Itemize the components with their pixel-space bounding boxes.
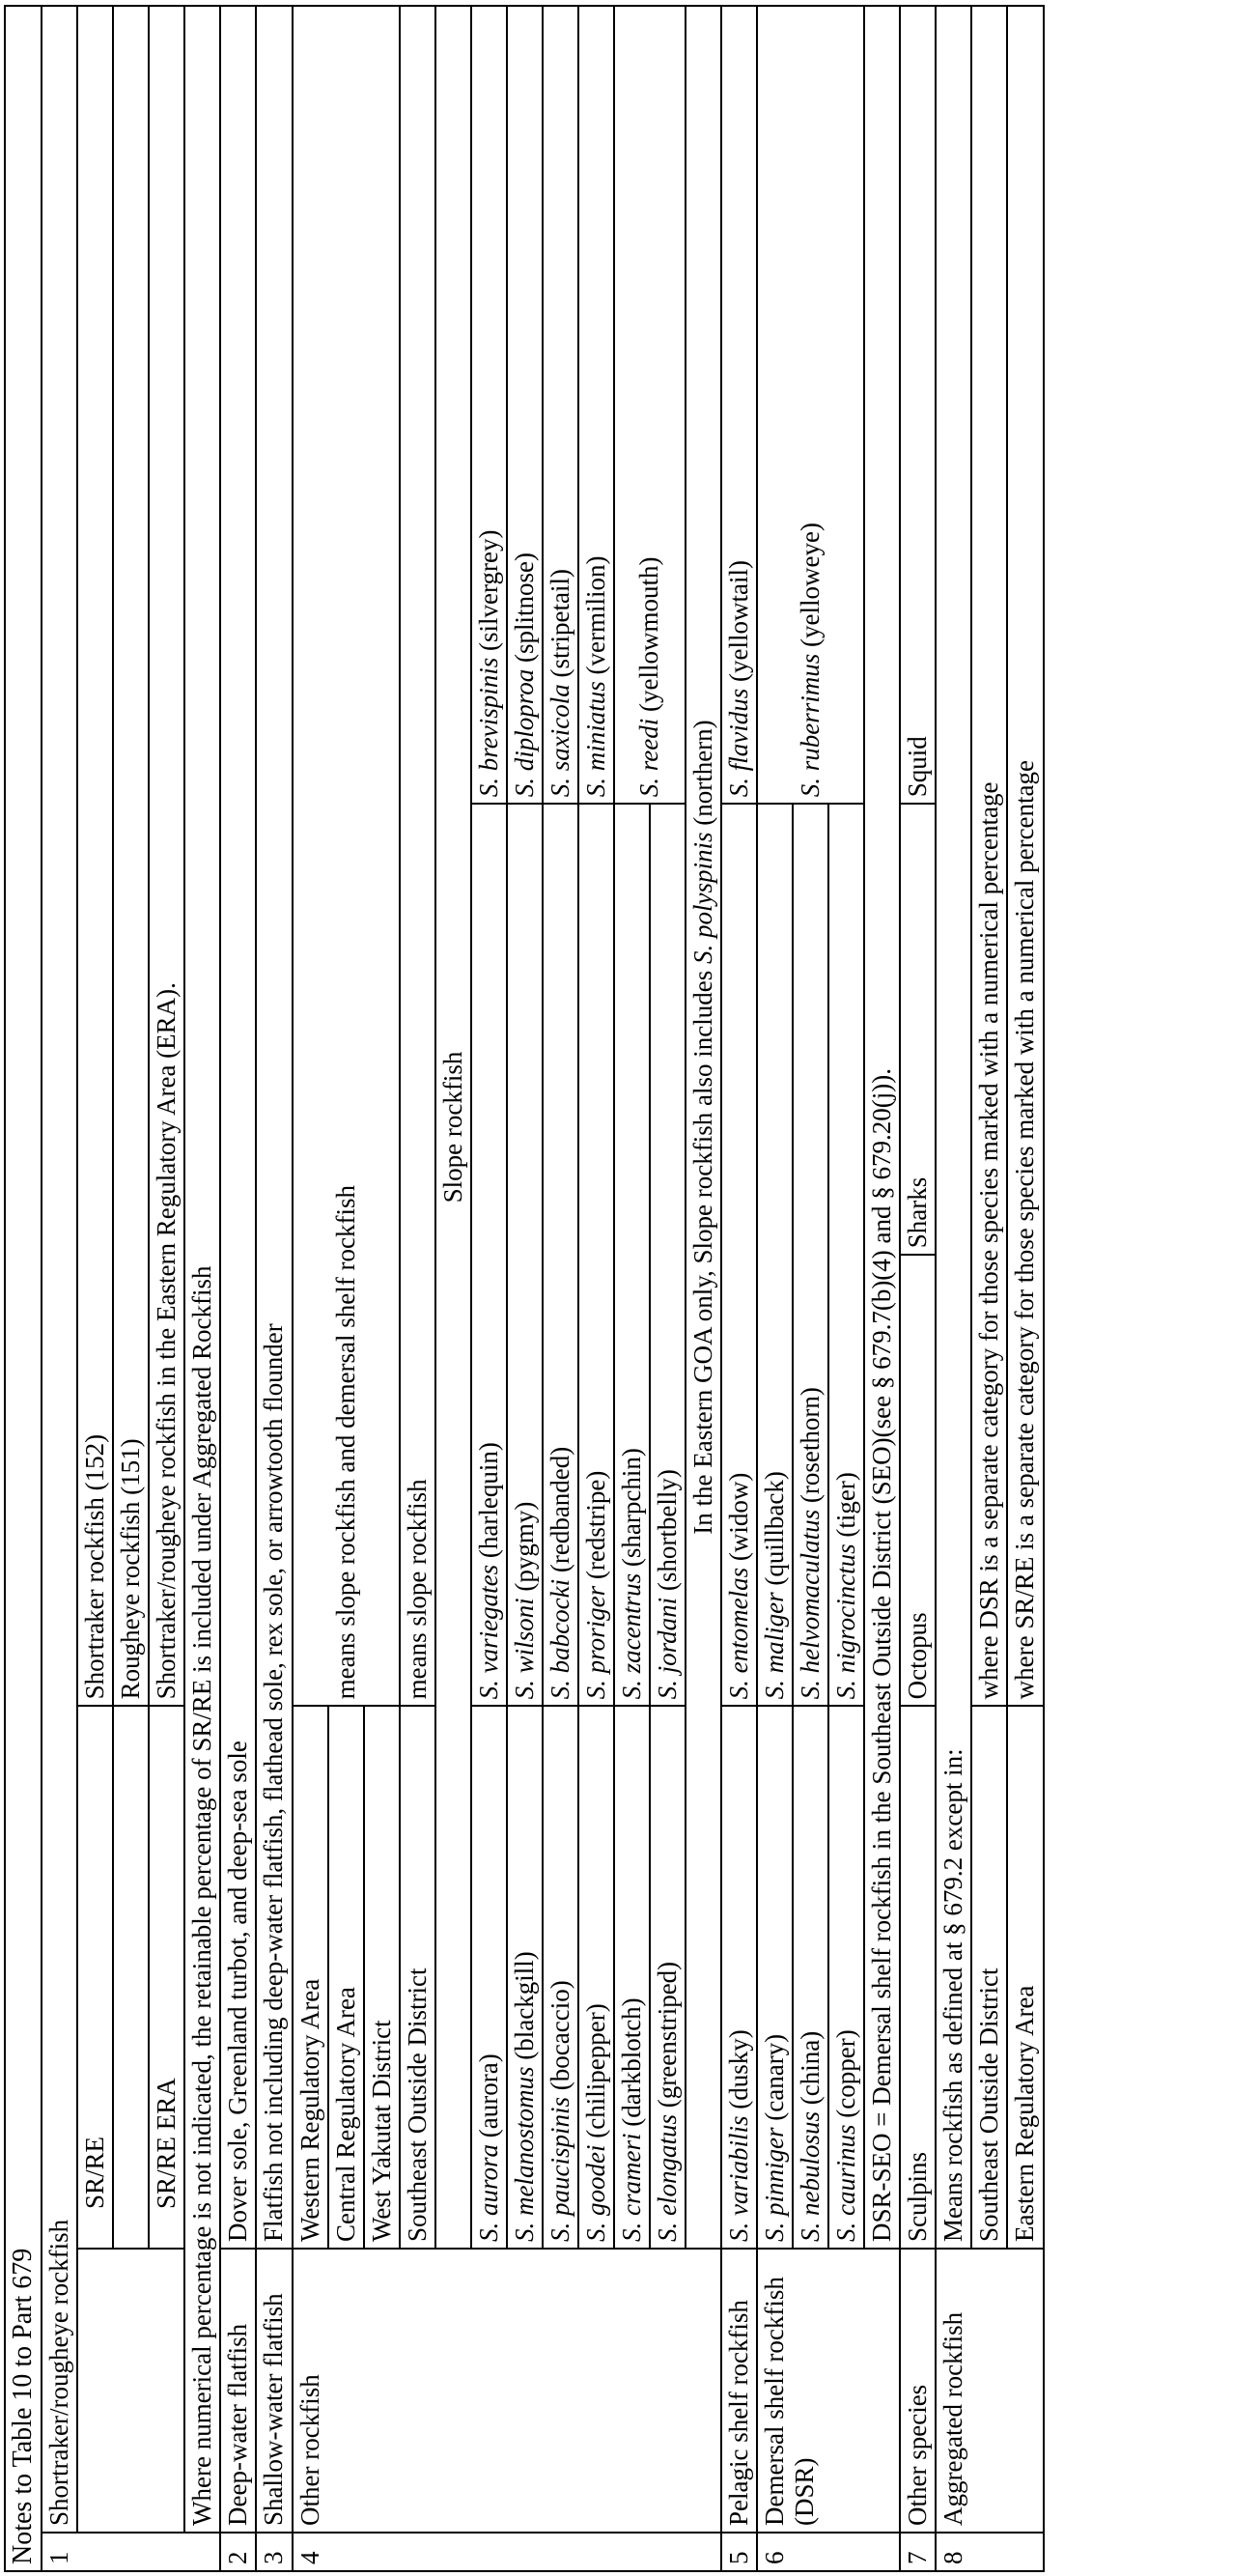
- species-cell: S. entomelas (widow): [721, 804, 757, 1706]
- exception-text: where DSR is a separate category for those species marked with a numerical percentage: [971, 6, 1007, 1706]
- area-name: Southeast Outside District: [400, 1706, 435, 2249]
- species-cell: S. babcocki (redbanded): [543, 804, 578, 1706]
- species-cell: S. maliger (quillback): [757, 804, 793, 1706]
- notes-table: [4, 5, 1045, 2572]
- exception-area: Southeast Outside District: [971, 1706, 1007, 2249]
- code-cell: SR/RE: [77, 1706, 113, 2249]
- note-footer: Where numerical percentage is not indicated, the retainable percentage of SR/RE is included under Aggregated Rockfish: [184, 6, 220, 2533]
- species-cell: Shortraker/rougheye rockfish in the Eastern Regulatory Area (ERA).: [149, 6, 184, 1706]
- species-cell: Rougheye rockfish (151): [113, 6, 149, 1706]
- species-cell: S. crameri (darkblotch): [614, 1706, 650, 2249]
- note-number: 6: [757, 2533, 900, 2571]
- species-cell: S. variegates (harlequin): [471, 804, 507, 1706]
- dsr-seo-definition: DSR-SEO = Demersal shelf rockfish in the Southeast Outside District (SEO)(see § 679.7(b)(4) and § 679.20(j)).: [864, 6, 900, 2249]
- note-category: Shortraker/rougheye rockfish: [42, 6, 77, 2533]
- species-cell: S. goodei (chilipepper): [578, 1706, 614, 2249]
- note-category: Pelagic shelf rockfish: [721, 2249, 757, 2533]
- page-title: Notes to Table 10 to Part 679: [5, 6, 42, 2571]
- species-cell: S. zacentrus (sharpchin): [614, 804, 650, 1706]
- area-meaning: means slope rockfish and demersal shelf rockfish: [293, 6, 400, 1706]
- species-cell: S. jordani (shortbelly): [650, 804, 686, 1706]
- exception-area: Eastern Regulatory Area: [1007, 1706, 1043, 2249]
- indent-cell: [77, 2249, 184, 2533]
- slope-rockfish-heading: Slope rockfish: [435, 6, 471, 2249]
- species-cell: [900, 804, 936, 1706]
- species-cell: Squid: [900, 6, 936, 804]
- note-text: Flatfish not including deep-water flatfish, flathead sole, rex sole, or arrowtooth flounder: [256, 6, 292, 2249]
- species-cell: S. ruberrimus (yelloweye): [757, 6, 864, 804]
- species-cell: S. pinniger (canary): [757, 1706, 793, 2249]
- species-cell: S. melanostomus (blackgill): [507, 1706, 543, 2249]
- note-number: 2: [220, 2533, 256, 2571]
- species-cell: Octopus: [901, 1255, 935, 1705]
- species-cell: S. brevispinis (silvergrey): [471, 6, 507, 804]
- species-cell: S. paucispinis (bocaccio): [543, 1706, 578, 2249]
- area-name: Western Regulatory Area: [293, 1706, 328, 2249]
- species-cell: S. diploproa (splitnose): [507, 6, 543, 804]
- species-cell: S. helvomaculatus (rosethorn): [793, 804, 828, 1706]
- area-name: West Yakutat District: [364, 1706, 400, 2249]
- note-category: Other species: [900, 2249, 936, 2533]
- code-cell: [113, 1706, 149, 2249]
- area-name: Central Regulatory Area: [328, 1706, 364, 2249]
- species-cell: Sharks: [903, 1176, 933, 1249]
- species-cell: S. nigrocinctus (tiger): [828, 804, 864, 1706]
- exception-text: where SR/RE is a separate category for those species marked with a numerical percentage: [1007, 6, 1043, 1706]
- note-category: Aggregated rockfish: [936, 2249, 1043, 2533]
- area-meaning: means slope rockfish: [400, 6, 435, 1706]
- species-cell: S. wilsoni (pygmy): [507, 804, 543, 1706]
- note-text: Dover sole, Greenland turbot, and deep-sea sole: [220, 6, 256, 2249]
- aggregated-intro: Means rockfish as defined at § 679.2 except in:: [936, 6, 971, 2249]
- species-cell: Sculpins: [900, 1706, 936, 2249]
- species-cell: S. flavidus (yellowtail): [721, 6, 757, 804]
- species-cell: S. miniatus (vermilion): [578, 6, 614, 804]
- code-cell: SR/RE ERA: [149, 1706, 184, 2249]
- note-category: Shallow-water flatfish: [256, 2249, 292, 2533]
- note-number: 1: [42, 2533, 220, 2571]
- note-category: Deep-water flatfish: [220, 2249, 256, 2533]
- species-cell: S. caurinus (copper): [828, 1706, 864, 2249]
- note-number: 3: [256, 2533, 292, 2571]
- species-cell: S. proriger (redstripe): [578, 804, 614, 1706]
- note-number: 4: [293, 2533, 722, 2571]
- note-number: 5: [721, 2533, 757, 2571]
- note-number: 7: [900, 2533, 936, 2571]
- eastern-goa-note: In the Eastern GOA only, Slope rockfish also includes S. polyspinis (northern): [686, 6, 721, 2249]
- species-cell: S. reedi (yellowmouth): [614, 6, 686, 804]
- note-number: 8: [936, 2533, 1043, 2571]
- species-cell: S. elongatus (greenstriped): [650, 1706, 686, 2249]
- note-category: Demersal shelf rockfish (DSR): [757, 2249, 900, 2533]
- species-cell: S. aurora (aurora): [471, 1706, 507, 2249]
- species-cell: Shortraker rockfish (152): [77, 6, 113, 1706]
- species-cell: S. saxicola (stripetail): [543, 6, 578, 804]
- species-cell: S. nebulosus (china): [793, 1706, 828, 2249]
- species-cell: S. variabilis (dusky): [721, 1706, 757, 2249]
- note-category: Other rockfish: [293, 2249, 722, 2533]
